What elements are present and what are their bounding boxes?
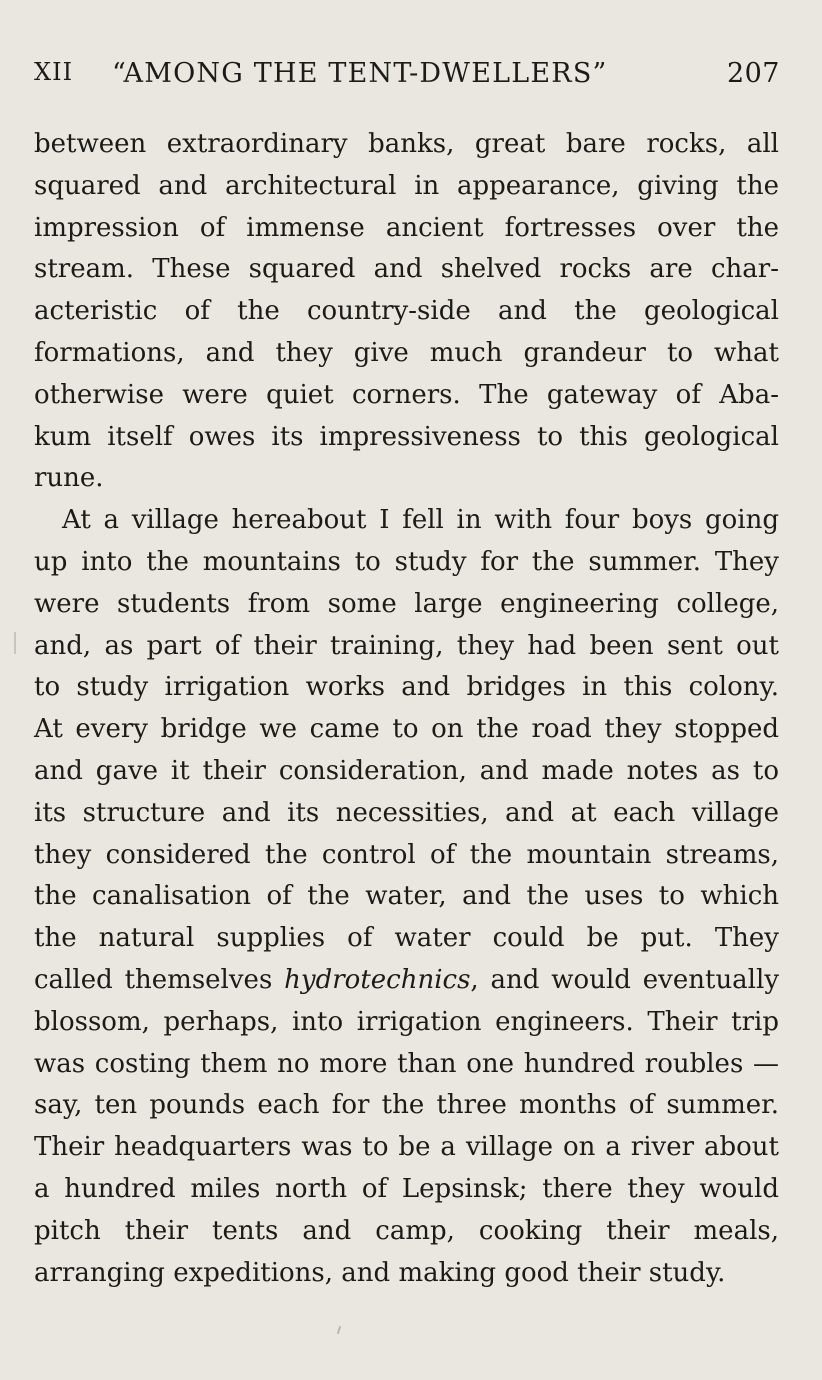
text-line: At every bridge we came to on the road they stopped — [34, 714, 779, 745]
paper-speck — [337, 1326, 341, 1334]
text-line: formations, and they give much grandeur to what — [34, 337, 779, 368]
margin-mark — [14, 632, 16, 654]
paragraph-1 — [34, 124, 779, 500]
text-line: to study irrigation works and bridges in this colony. — [34, 672, 779, 703]
text-line: kum itself owes its impressiveness to this geological — [34, 421, 779, 452]
text-line: the canalisation of the water, and the uses to which — [34, 881, 779, 912]
text-line: stream. These squared and shelved rocks are char- — [34, 254, 779, 285]
text-line-with-italic — [34, 960, 779, 1002]
running-title: “AMONG THE TENT-DWELLERS” — [112, 58, 608, 89]
text-line: they considered the control of the mountain streams, — [34, 839, 779, 870]
italic-term: hydrotechnics — [284, 964, 471, 995]
text-line: pitch their tents and camp, cooking their meals, — [34, 1215, 779, 1246]
text-line: otherwise were quiet corners. The gateway of Aba- — [34, 379, 779, 410]
text-line: its structure and its necessities, and at each village — [34, 797, 779, 828]
text-line: rune. — [34, 463, 104, 494]
text-line: were students from some large engineering college, — [34, 588, 779, 619]
text-line: between extraordinary banks, great bare rocks, all — [34, 129, 779, 159]
text-line: squared and architectural in appearance, giving the — [34, 170, 779, 201]
page-number: 207 — [726, 58, 780, 89]
text-run: , and would eventually — [470, 964, 780, 995]
text-line: and gave it their consideration, and made notes as to — [34, 755, 779, 786]
body-text — [34, 124, 779, 1294]
text-run: called themselves — [34, 964, 285, 995]
text-line: say, ten pounds each for the three months of summer. — [34, 1090, 779, 1121]
text-line: the natural supplies of water could be put. They — [34, 923, 779, 954]
text-line: was costing them no more than one hundred roubles — — [34, 1048, 779, 1079]
text-line: up into the mountains to study for the summer. They — [34, 546, 779, 577]
text-line: arranging expeditions, and making good their study. — [34, 1257, 726, 1288]
text-line: blossom, perhaps, into irrigation engineers. Their trip — [34, 1006, 779, 1037]
text-line: impression of immense ancient fortresses over the — [34, 212, 779, 243]
running-header — [34, 58, 786, 98]
paragraph-2 — [34, 500, 779, 1294]
text-line: Their headquarters was to be a village on a river about — [34, 1132, 779, 1163]
chapter-number: XII — [34, 58, 74, 86]
text-line: a hundred miles north of Lepsinsk; there they would — [34, 1173, 779, 1204]
text-line: At a village hereabout I fell in with four boys going — [62, 505, 779, 536]
text-line: acteristic of the country-side and the geological — [34, 296, 779, 327]
text-line: and, as part of their training, they had been sent out — [34, 630, 779, 661]
